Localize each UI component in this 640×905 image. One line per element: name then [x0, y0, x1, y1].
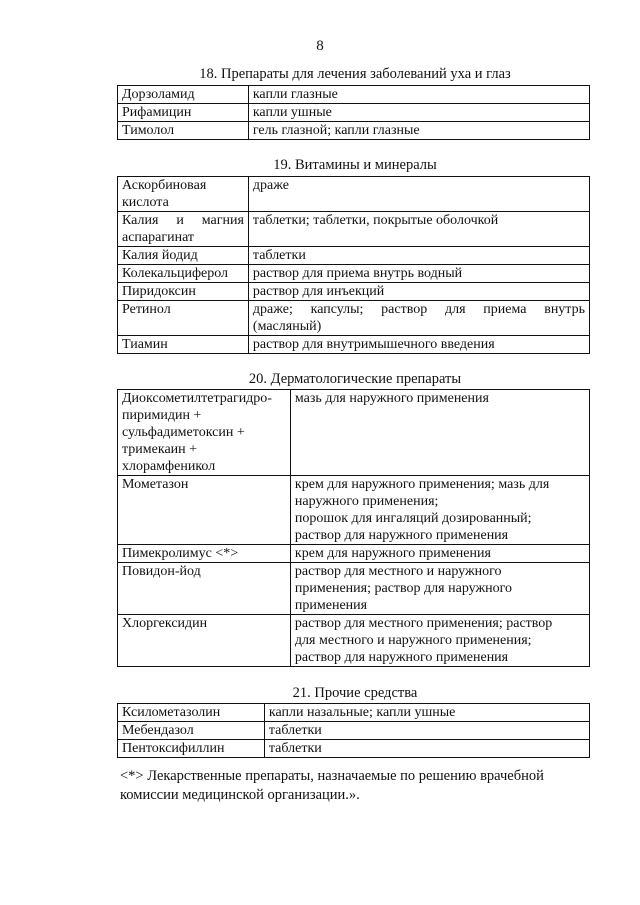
drug-name: Пимекролимус <*> [118, 545, 291, 563]
drug-form: капли глазные [248, 86, 589, 104]
footnote: <*> Лекарственные препараты, назначаемые по решению врачебной комиссии медицинской организации.». [120, 768, 544, 803]
table-row [118, 86, 590, 104]
drug-name: Пентоксифиллин [118, 740, 265, 758]
table-row [118, 212, 590, 247]
table-row [118, 177, 590, 212]
drug-name: Калия и магния аспарагинат [118, 212, 249, 247]
drug-name: Ретинол [118, 301, 249, 336]
drug-form: крем для наружного применения [290, 545, 589, 563]
drug-form: таблетки [248, 247, 589, 265]
drug-name: Аскорбиновая кислота [118, 177, 249, 212]
table-row [118, 740, 590, 758]
drug-form: драже [248, 177, 589, 212]
table-row [118, 336, 590, 354]
table-row [118, 476, 590, 545]
table-row [118, 104, 590, 122]
table-row [118, 563, 590, 615]
table-row [118, 704, 590, 722]
drug-form: раствор для приема внутрь водный [248, 265, 589, 283]
drug-name: Тиамин [118, 336, 249, 354]
drug-form: таблетки [264, 722, 589, 740]
drug-name: Диоксометилтетрагидро- пиримидин + сульфадиметоксин + тримекаин + хлорамфеникол [118, 390, 291, 476]
drug-form: мазь для наружного применения [290, 390, 589, 476]
drug-name: Рифамицин [118, 104, 249, 122]
drug-name: Колекальциферол [118, 265, 249, 283]
table-row [118, 265, 590, 283]
drug-form: раствор для местного и наружного применения; раствор для наружного применения [290, 563, 589, 615]
table-other [117, 703, 590, 758]
table-row [118, 283, 590, 301]
drug-form: таблетки; таблетки, покрытые оболочкой [248, 212, 589, 247]
table-row [118, 722, 590, 740]
drug-form: капли назальные; капли ушные [264, 704, 589, 722]
table-vitamins [117, 176, 590, 354]
section-heading-21: 21. Прочие средства [292, 685, 418, 701]
drug-name: Повидон-йод [118, 563, 291, 615]
table-row [118, 615, 590, 667]
table-row [118, 301, 590, 336]
drug-form: раствор для инъекций [248, 283, 589, 301]
drug-form: гель глазной; капли глазные [248, 122, 589, 140]
table-row [118, 247, 590, 265]
section-heading-19: 19. Витамины и минералы [273, 157, 437, 173]
drug-form: драже; капсулы; раствор для приема внутрь (масляный) [248, 301, 589, 336]
table-row [118, 545, 590, 563]
drug-name: Мометазон [118, 476, 291, 545]
drug-form: таблетки [264, 740, 589, 758]
drug-name: Пиридоксин [118, 283, 249, 301]
drug-form: раствор для местного применения; раствор для местного и наружного применения; раствор для наружного применения [290, 615, 589, 667]
page-number: 8 [316, 38, 324, 54]
table-row [118, 122, 590, 140]
drug-name: Дорзоламид [118, 86, 249, 104]
drug-name: Калия йодид [118, 247, 249, 265]
drug-name: Тимолол [118, 122, 249, 140]
table-row [118, 390, 590, 476]
drug-form: капли ушные [248, 104, 589, 122]
drug-name: Ксилометазолин [118, 704, 265, 722]
drug-name: Хлоргексидин [118, 615, 291, 667]
drug-name: Мебендазол [118, 722, 265, 740]
section-heading-20: 20. Дерматологические препараты [248, 371, 462, 387]
table-dermatological [117, 389, 590, 667]
section-heading-18: 18. Препараты для лечения заболеваний уха и глаз [199, 66, 511, 82]
table-ear-eye-drugs [117, 85, 590, 140]
drug-form: крем для наружного применения; мазь для наружного применения; порошок для ингаляций дозированный; раствор для наружного применения [290, 476, 589, 545]
drug-form: раствор для внутримышечного введения [248, 336, 589, 354]
